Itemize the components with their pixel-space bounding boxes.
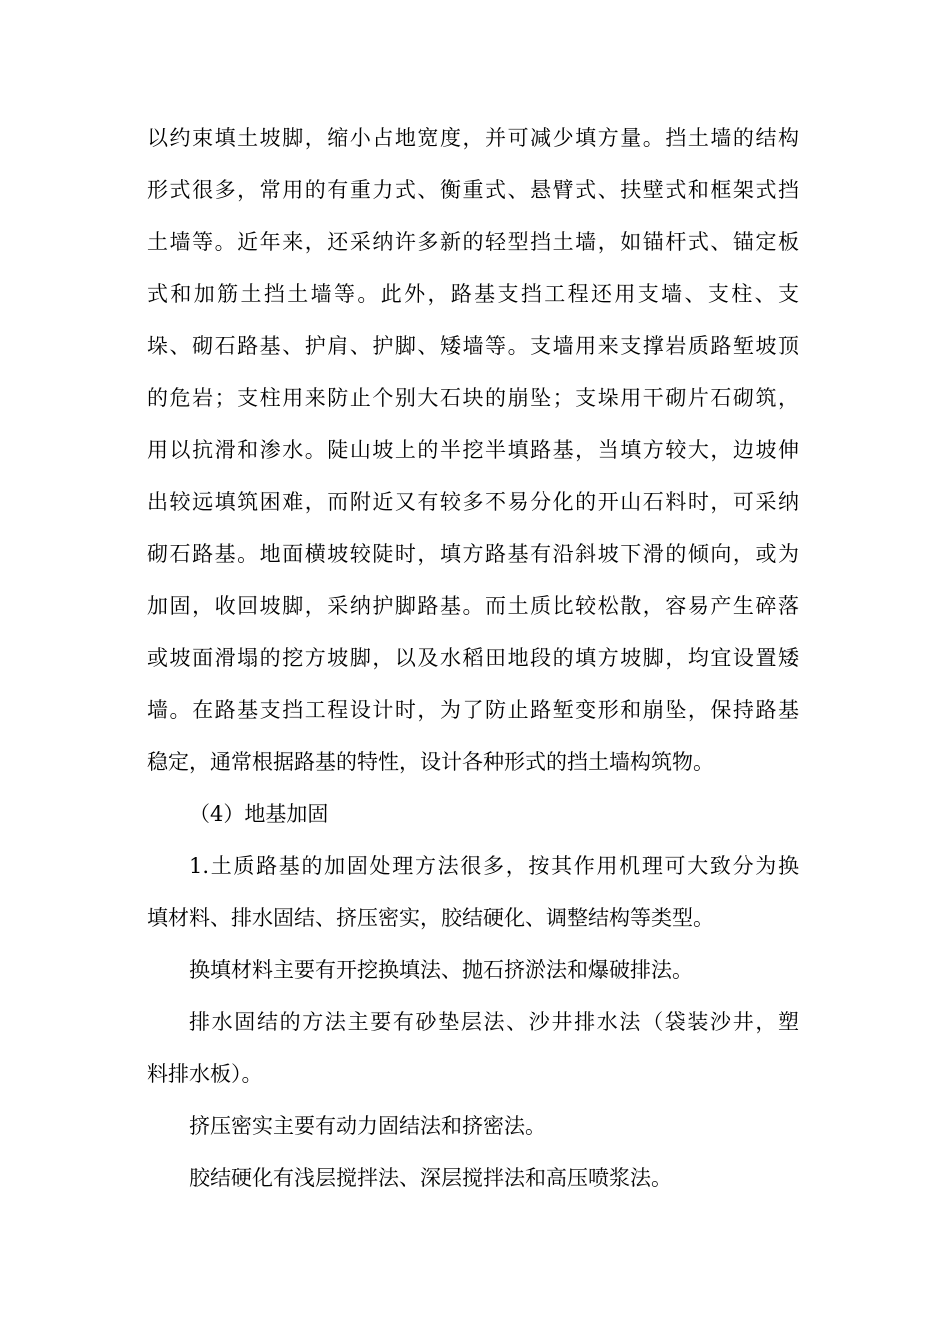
paragraph-drainage xyxy=(147,996,799,1100)
section-heading: （4）地基加固 xyxy=(189,802,329,826)
text-line: 式和加筋土挡土墙等。此外，路基支挡工程还用支墙、支柱、支 xyxy=(147,282,799,306)
text-line: 的危岩；支柱用来防止个别大石块的崩坠；支垛用干砌片石砌筑， xyxy=(147,386,799,410)
paragraph-retaining-wall xyxy=(147,112,799,788)
text-line: 1.土质路基的加固处理方法很多，按其作用机理可大致分为换 xyxy=(189,854,799,878)
text-line: 以约束填土坡脚，缩小占地宽度，并可减少填方量。挡土墙的结构 xyxy=(147,126,799,150)
text-line: 料排水板）。 xyxy=(147,1062,263,1086)
text-line: 墙。在路基支挡工程设计时，为了防止路堑变形和崩坠，保持路基 xyxy=(147,698,799,722)
paragraph-cementation: 胶结硬化有浅层搅拌法、深层搅拌法和高压喷浆法。 xyxy=(189,1166,672,1190)
text-line: 加固，收回坡脚，采纳护脚路基。而土质比较松散，容易产生碎落 xyxy=(147,594,799,618)
paragraph-soil-reinforcement xyxy=(147,840,799,944)
text-line: 用以抗滑和渗水。陡山坡上的半挖半填路基，当填方较大，边坡伸 xyxy=(147,438,799,462)
text-line: 排水固结的方法主要有砂垫层法、沙井排水法（袋装沙井，塑 xyxy=(189,1010,799,1034)
text-line: 或坡面滑塌的挖方坡脚，以及水稻田地段的填方坡脚，均宜设置矮 xyxy=(147,646,799,670)
paragraph-replacement: 换填材料主要有开挖换填法、抛石挤淤法和爆破排法。 xyxy=(189,958,693,982)
text-line: 稳定，通常根据路基的特性，设计各种形式的挡土墙构筑物。 xyxy=(147,750,714,774)
document-body xyxy=(147,112,799,1204)
text-line: 出较远填筑困难，而附近又有较多不易分化的开山石料时，可采纳 xyxy=(147,490,799,514)
text-line: 填材料、排水固结、挤压密实，胶结硬化、调整结构等类型。 xyxy=(147,906,714,930)
text-line: 形式很多，常用的有重力式、衡重式、悬臂式、扶壁式和框架式挡 xyxy=(147,178,799,202)
text-line: 砌石路基。地面横坡较陡时，填方路基有沿斜坡下滑的倾向，或为 xyxy=(147,542,799,566)
paragraph-compaction: 挤压密实主要有动力固结法和挤密法。 xyxy=(189,1114,546,1138)
text-line: 土墙等。近年来，还采纳许多新的轻型挡土墙，如锚杆式、锚定板 xyxy=(147,230,799,254)
text-line: 垛、砌石路基、护肩、护脚、矮墙等。支墙用来支撑岩质路堑坡顶 xyxy=(147,334,799,358)
